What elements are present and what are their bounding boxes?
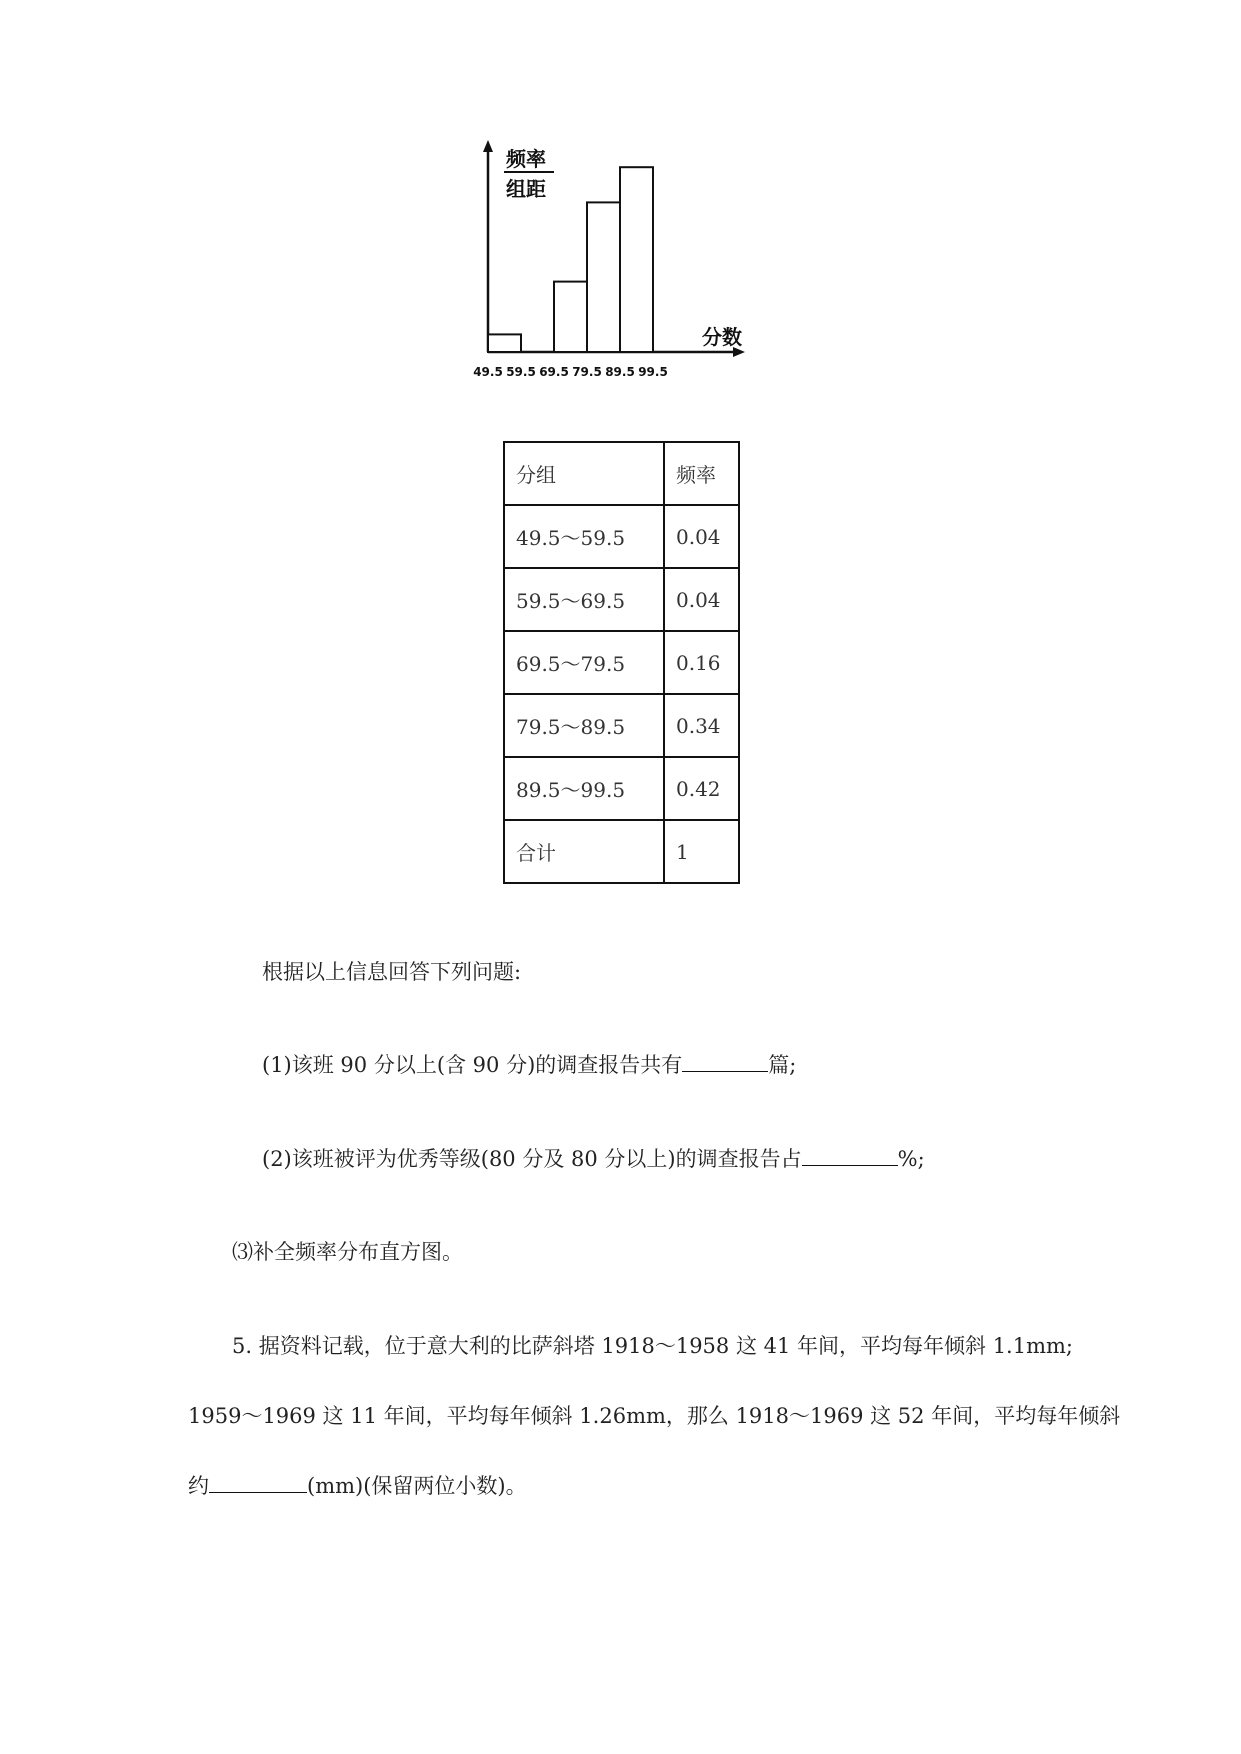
frequency-cell: 0.16 — [664, 631, 739, 694]
x-tick-label: 69.5 — [539, 365, 569, 379]
x-tick-label: 49.5 — [473, 365, 503, 379]
x-axis-label: 分数 — [702, 325, 742, 349]
problem-5-text-3a: 约 — [188, 1474, 209, 1498]
table-row — [504, 568, 739, 631]
question-2-unit: %; — [897, 1147, 925, 1171]
x-tick-label: 89.5 — [605, 365, 635, 379]
x-tick-label: 59.5 — [506, 365, 536, 379]
question-3-text: ⑶补全频率分布直方图。 — [232, 1240, 463, 1264]
problem-5-line-3 — [188, 1470, 527, 1500]
problem-5-answer-blank[interactable] — [209, 1474, 307, 1493]
group-cell: 69.5～79.5 — [504, 631, 664, 694]
histogram-bar — [554, 282, 587, 352]
question-2-answer-blank[interactable] — [802, 1147, 898, 1166]
problem-5-text-3b: (mm)(保留两位小数)。 — [307, 1474, 527, 1498]
frequency-cell: 频率 — [664, 442, 739, 505]
group-cell: 49.5～59.5 — [504, 505, 664, 568]
problem-5-text-1: 5. 据资料记载，位于意大利的比萨斜塔 1918～1958 这 41 年间，平均每年倾斜 1.1mm; — [232, 1334, 1073, 1358]
frequency-histogram — [470, 140, 780, 410]
group-cell: 59.5～69.5 — [504, 568, 664, 631]
intro-label: 根据以上信息回答下列问题: — [262, 960, 522, 984]
frequency-cell: 0.04 — [664, 568, 739, 631]
table-row — [504, 631, 739, 694]
question-1-text: (1)该班 90 分以上(含 90 分)的调查报告共有 — [262, 1053, 683, 1077]
frequency-cell: 0.34 — [664, 694, 739, 757]
x-tick-label: 99.5 — [638, 365, 668, 379]
group-cell: 分组 — [504, 442, 664, 505]
question-2 — [262, 1143, 925, 1173]
frequency-table-body — [504, 442, 739, 883]
question-1-answer-blank[interactable] — [682, 1053, 768, 1072]
table-row — [504, 757, 739, 820]
group-cell: 合计 — [504, 820, 664, 883]
y-axis-label-denominator: 组距 — [506, 177, 546, 201]
frequency-cell: 1 — [664, 820, 739, 883]
group-cell: 89.5～99.5 — [504, 757, 664, 820]
problem-5-line-2 — [188, 1400, 1120, 1430]
table-header-row — [504, 442, 739, 505]
y-axis-label-numerator: 频率 — [506, 147, 546, 171]
question-3 — [232, 1236, 463, 1266]
question-1-unit: 篇; — [768, 1053, 797, 1077]
histogram-bar — [587, 202, 620, 352]
question-1 — [262, 1049, 796, 1079]
y-axis-arrow — [483, 140, 493, 152]
x-tick-label: 79.5 — [572, 365, 602, 379]
histogram-bar — [488, 334, 521, 352]
intro-text — [262, 956, 521, 986]
table-row — [504, 505, 739, 568]
group-cell: 79.5～89.5 — [504, 694, 664, 757]
question-2-text: (2)该班被评为优秀等级(80 分及 80 分以上)的调查报告占 — [262, 1147, 802, 1171]
frequency-cell: 0.42 — [664, 757, 739, 820]
frequency-cell: 0.04 — [664, 505, 739, 568]
table-row — [504, 820, 739, 883]
histogram-bar — [620, 167, 653, 352]
problem-5-line-1 — [232, 1330, 1073, 1360]
histogram-tick-labels — [473, 365, 668, 379]
table-row — [504, 694, 739, 757]
problem-5-text-2: 1959～1969 这 11 年间，平均每年倾斜 1.26mm，那么 1918～1969 这 52 年间，平均每年倾斜 — [188, 1404, 1121, 1428]
frequency-table — [503, 441, 740, 884]
